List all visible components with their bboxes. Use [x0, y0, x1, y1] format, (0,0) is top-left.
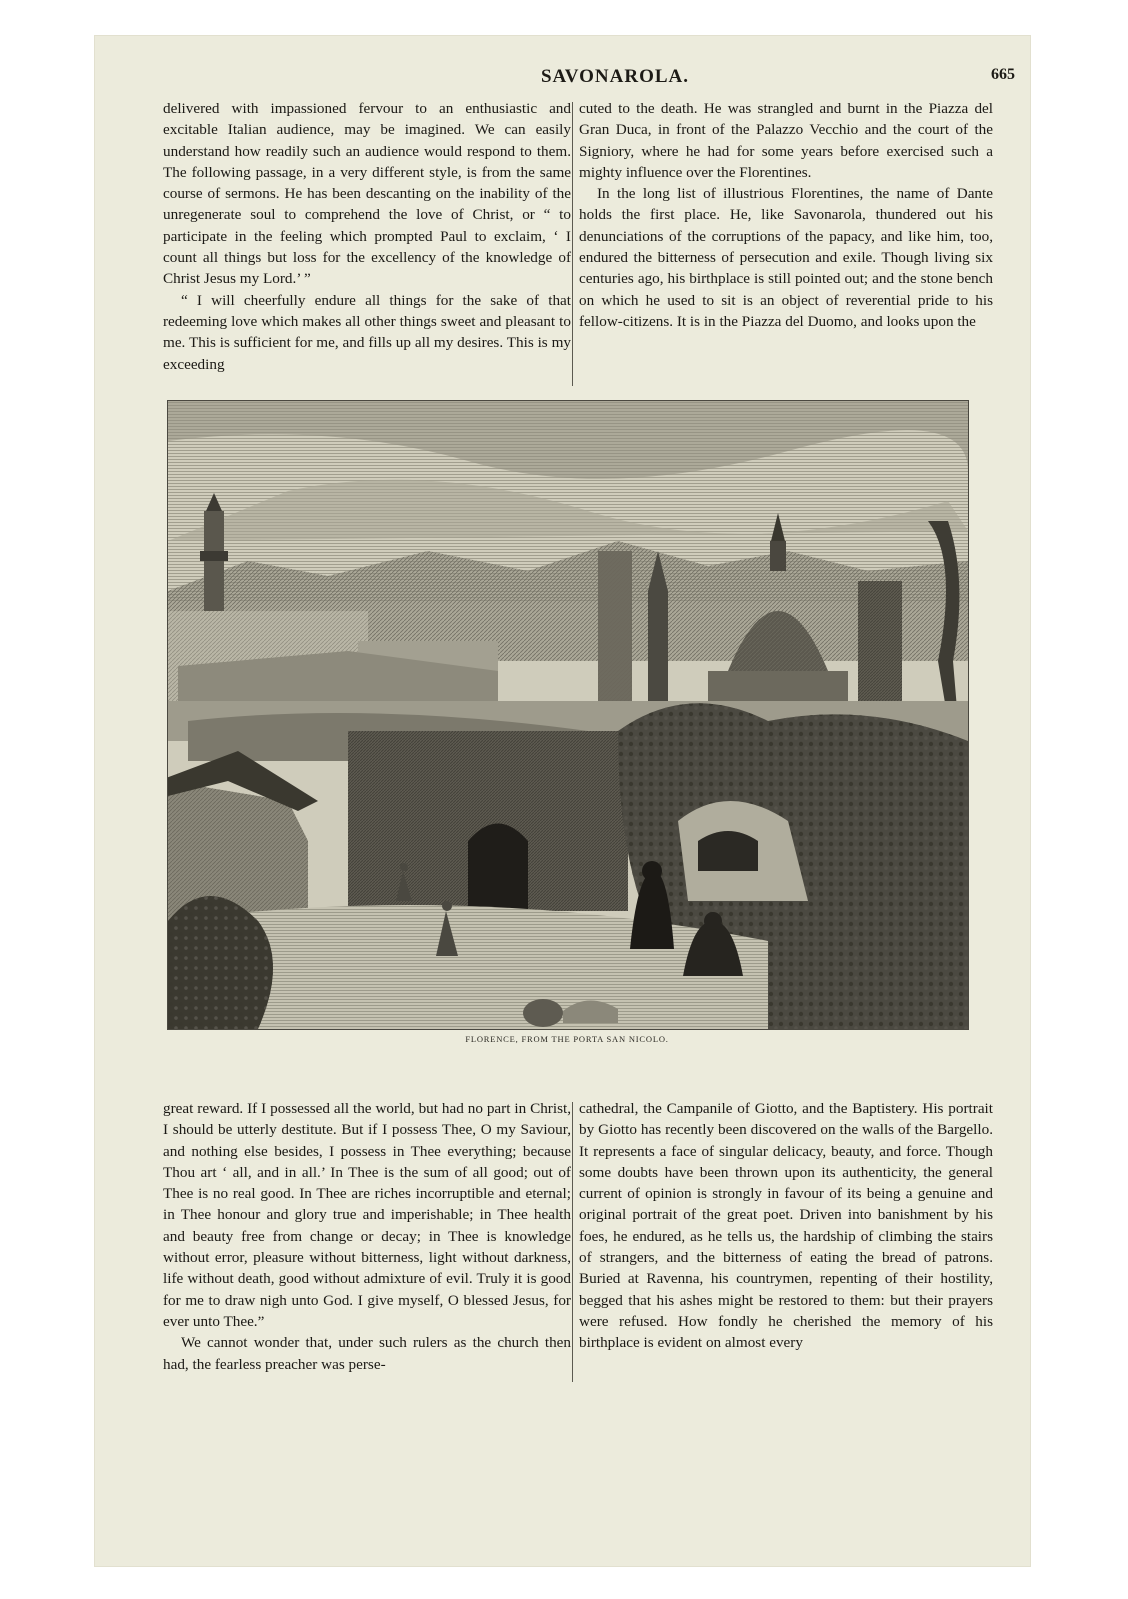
paragraph: In the long list of illustrious Florentines, the name of Dante holds the first place. He, like Savonarola, thundered out his denunciations of the corruptions of the papacy, and like him, too, endured the bitterness of persecution and exile. Though living six centuries ago, his birthplace is still pointed out; and the stone bench on which he used to sit is an object of reverential pride to his fellow-citizens. It is in the Piazza del Duomo, and looks upon the — [579, 185, 993, 330]
paragraph: cuted to the death. He was strangled and burnt in the Piazza del Gran Duca, in front of the Palazzo Vecchio and the court of the Signiory, where he had for some years before exercised such a mighty influence over the Florentines. — [579, 100, 993, 181]
column-bottom-right — [579, 1098, 993, 1354]
page-sheet — [95, 36, 1030, 1566]
paragraph: “ I will cheerfully endure all things for the sake of that redeeming love which makes all other things sweet and pleasant to me. This is sufficient for me, and fills up all my desires. This is my exceeding — [163, 291, 571, 373]
page-number: 665 — [991, 66, 1015, 83]
running-title: SAVONAROLA. — [540, 66, 690, 87]
paragraph: great reward. If I possessed all the world, but had no part in Christ, I should be utterly destitute. But if I possess Thee, O my Saviour, and nothing else besides, I possess in Thee everything; because Thou art ‘ all, and in all.’ In Thee is the sum of all good; out of Thee is no real good. In Thee are riches incorruptible and eternal; in Thee honour and glory true and imperishable; in Thee health and beauty free from change or decay; in Thee is knowledge without error, pleasure without bitterness, light without darkness, life without death, good without admixture of evil. Truly it is good for me to draw nigh unto God. I give myself, O blessed Jesus, for ever unto Thee.” — [163, 1100, 571, 1330]
column-rule — [572, 1102, 573, 1382]
paragraph: delivered with impassioned fervour to an enthusiastic and excitable Italian audience, may be imagined. We can easily understand how readily such an audience would respond to them. The following passage, in a very different style, is from the same course of sermons. He has been descanting on the inability of the unregenerate soul to comprehend the love of Christ, or “ to participate in the feeling which prompted Paul to exclaim, ‘ I count all things but loss for the excellency of the knowledge of Christ Jesus my Lord.’ ” — [163, 100, 571, 288]
column-top-right — [579, 98, 993, 332]
figure-caption: FLORENCE, FROM THE PORTA SAN NICOLO. — [465, 1034, 669, 1044]
engraving-florence — [167, 400, 969, 1030]
column-bottom-left — [163, 1098, 571, 1375]
paragraph: cathedral, the Campanile of Giotto, and the Baptistery. His portrait by Giotto has recently been discovered on the walls of the Bargello. It represents a face of singular delicacy, beauty, and force. Though some doubts have been thrown upon its authenticity, the general current of opinion is strongly in favour of its being a genuine and original portrait of the great poet. Driven into banishment by his foes, he endured, as he tells us, the hardship of climbing the stairs of strangers, and the bitterness of eating the bread of patrons. Buried at Ravenna, his countrymen, repenting of their hostility, begged that his ashes might be restored to them: but their prayers were refused. How fondly he cherished the memory of his birthplace is evident on almost every — [579, 1100, 993, 1352]
column-rule — [572, 102, 573, 386]
paragraph: We cannot wonder that, under such rulers as the church then had, the fearless preacher was perse- — [163, 1334, 571, 1373]
running-header — [215, 66, 1015, 96]
column-top-left — [163, 98, 571, 375]
